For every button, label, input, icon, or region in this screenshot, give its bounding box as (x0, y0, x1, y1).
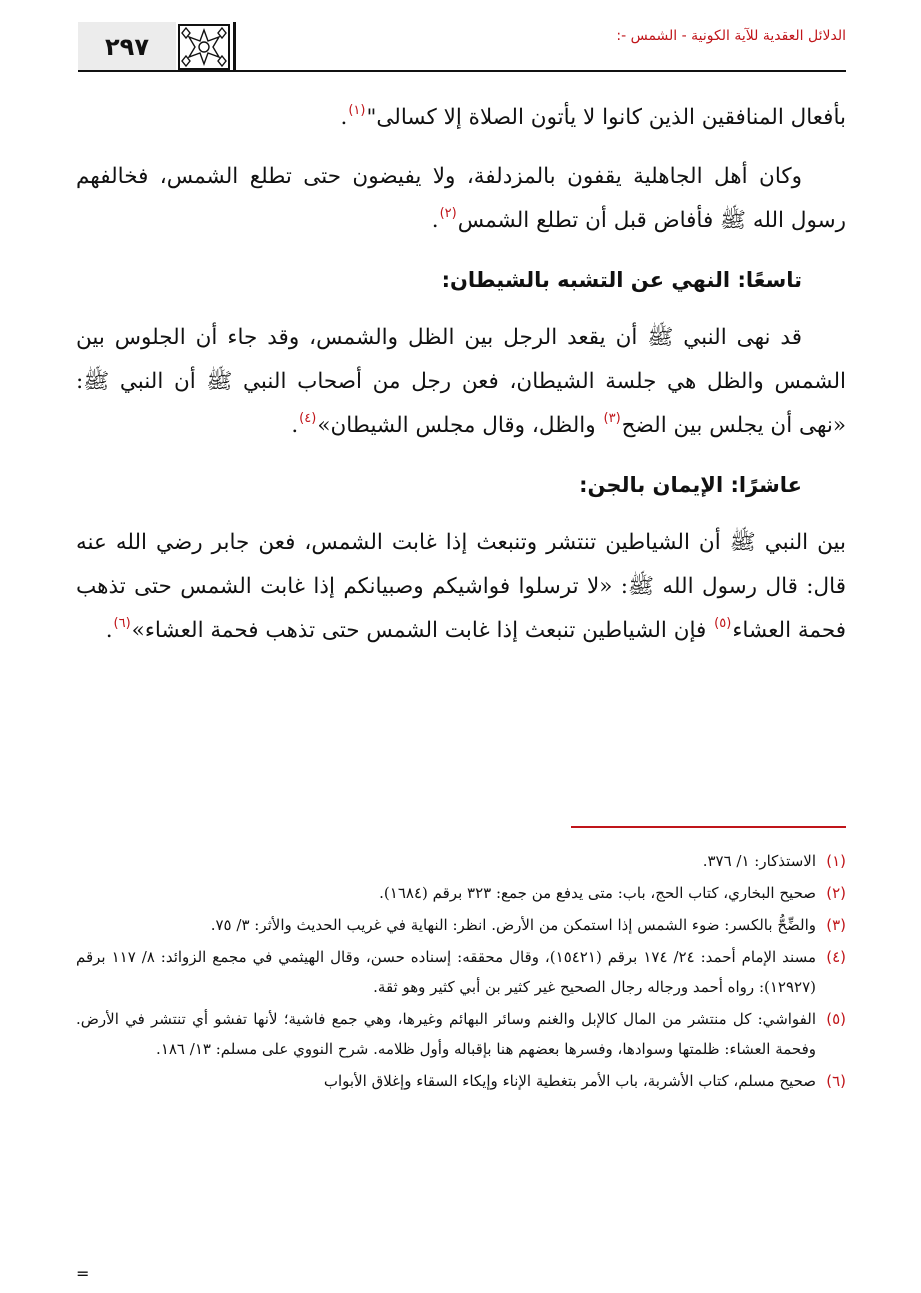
header-rule (78, 70, 846, 72)
paragraph-end: . (340, 105, 348, 130)
islamic-star-ornament-icon (178, 24, 230, 70)
footnote-number: (٦) (826, 1072, 846, 1090)
footnote-number: (٣) (826, 916, 846, 934)
footnote-ref[interactable]: (٦) (113, 616, 131, 631)
footnote-number: (٤) (826, 948, 846, 966)
paragraph-end: . (431, 208, 439, 233)
footnote-number: (٢) (826, 884, 846, 902)
footnote-ref[interactable]: (٢) (439, 206, 457, 221)
footnote-text: صحيح مسلم، كتاب الأشربة، باب الأمر بتغطية الإناء وإيكاء السقاء وإغلاق الأبواب (323, 1072, 816, 1090)
footnote-number: (٥) (826, 1010, 846, 1028)
footnote-text: والضِّحُّ بالكسر: ضوء الشمس إذا استمكن من الأرض. انظر: النهاية في غريب الحديث والأثر: ٣/ ٧٥. (210, 916, 816, 934)
footnote-item (76, 846, 846, 876)
header-divider (233, 22, 236, 72)
footnote-number: (١) (826, 852, 846, 870)
footnote-text: صحيح البخاري، كتاب الحج، باب: متى يدفع من جمع: ٣٢٣ برقم (١٦٨٤). (379, 884, 816, 902)
paragraph-text: فإن الشياطين تنبعث إذا غابت الشمس حتى تذهب فحمة العشاء» (131, 618, 707, 643)
paragraph-text: قد نهى النبي ﷺ أن يقعد الرجل بين الظل والشمس، وقد جاء أن الجلوس بين الشمس والظل هي جلسة الشيطان، فعن رجل من أصحاب النبي ﷺ أن النبي ﷺ: «نهى أن يجلس بين الضح (76, 325, 846, 438)
paragraph-end: . (105, 618, 113, 643)
page-number: ٢٩٧ (78, 22, 176, 72)
footnote-ref[interactable]: (١) (348, 103, 366, 118)
paragraph (76, 316, 846, 451)
footnote-ref[interactable]: (٤) (299, 411, 317, 426)
running-title: الدلائل العقدية للآية الكونية - الشمس -: (616, 28, 846, 44)
footnote-item (76, 1066, 846, 1096)
footnote-ref[interactable]: (٣) (603, 411, 621, 426)
section-heading: تاسعًا: النهي عن التشبه بالشيطان: (441, 268, 802, 292)
footnote-item (76, 942, 846, 1002)
paragraph-text: وكان أهل الجاهلية يقفون بالمزدلفة، ولا يفيضون حتى تطلع الشمس، فخالفهم رسول الله ﷺ فأفاض قبل أن تطلع الشمس (76, 164, 846, 233)
paragraph (76, 521, 846, 656)
footnote-text: الفواشي: كل منتشر من المال كالإبل والغنم وسائر البهائم وغيرها، وهي جمع فاشية؛ لأنها تفشو أي تنتشر في الأرض. وفحمة العشاء: ظلمتها وسوادها، وفسرها بعضهم هنا بإقباله وأول ظلامه. شرح النووي على مسلم: ١٣/ ١٨٦. (76, 1010, 816, 1058)
footnote-ref[interactable]: (٥) (714, 616, 732, 631)
footnote-item (76, 910, 846, 940)
paragraph (76, 96, 846, 143)
main-text (76, 96, 846, 656)
footnote-item (76, 878, 846, 908)
page-header (78, 22, 846, 72)
paragraph-end: . (291, 413, 299, 438)
footnote-separator (571, 826, 846, 828)
footnote-text: مسند الإمام أحمد: ٢٤/ ١٧٤ برقم (١٥٤٢١)، وقال محققه: إسناده حسن، وقال الهيثمي في مجمع الزوائد: ٨/ ١١٧ برقم (١٢٩٢٧): رواه أحمد ورجاله رجال الصحيح غير كثير بن أبي كثير وهو ثقة. (76, 948, 816, 996)
footnote-item (76, 1004, 846, 1064)
paragraph-text: والظل، وقال مجلس الشيطان» (317, 413, 596, 438)
footnote-text: الاستذكار: ١/ ٣٧٦. (702, 852, 816, 870)
footnotes (76, 846, 846, 1098)
paragraph-text: بأفعال المنافقين الذين كانوا لا يأتون الصلاة إلا كسالى" (366, 105, 846, 130)
paragraph-text: بين النبي ﷺ أن الشياطين تنتشر وتنبعث إذا غابت الشمس، فعن جابر رضي الله عنه قال: قال رسول الله ﷺ: «لا ترسلوا فواشيكم وصبيانكم إذا غابت الشمس حتى تذهب فحمة العشاء (76, 530, 846, 643)
section-heading: عاشرًا: الإيمان بالجن: (579, 473, 802, 497)
continuation-mark: = (76, 1264, 90, 1283)
paragraph (76, 155, 846, 246)
